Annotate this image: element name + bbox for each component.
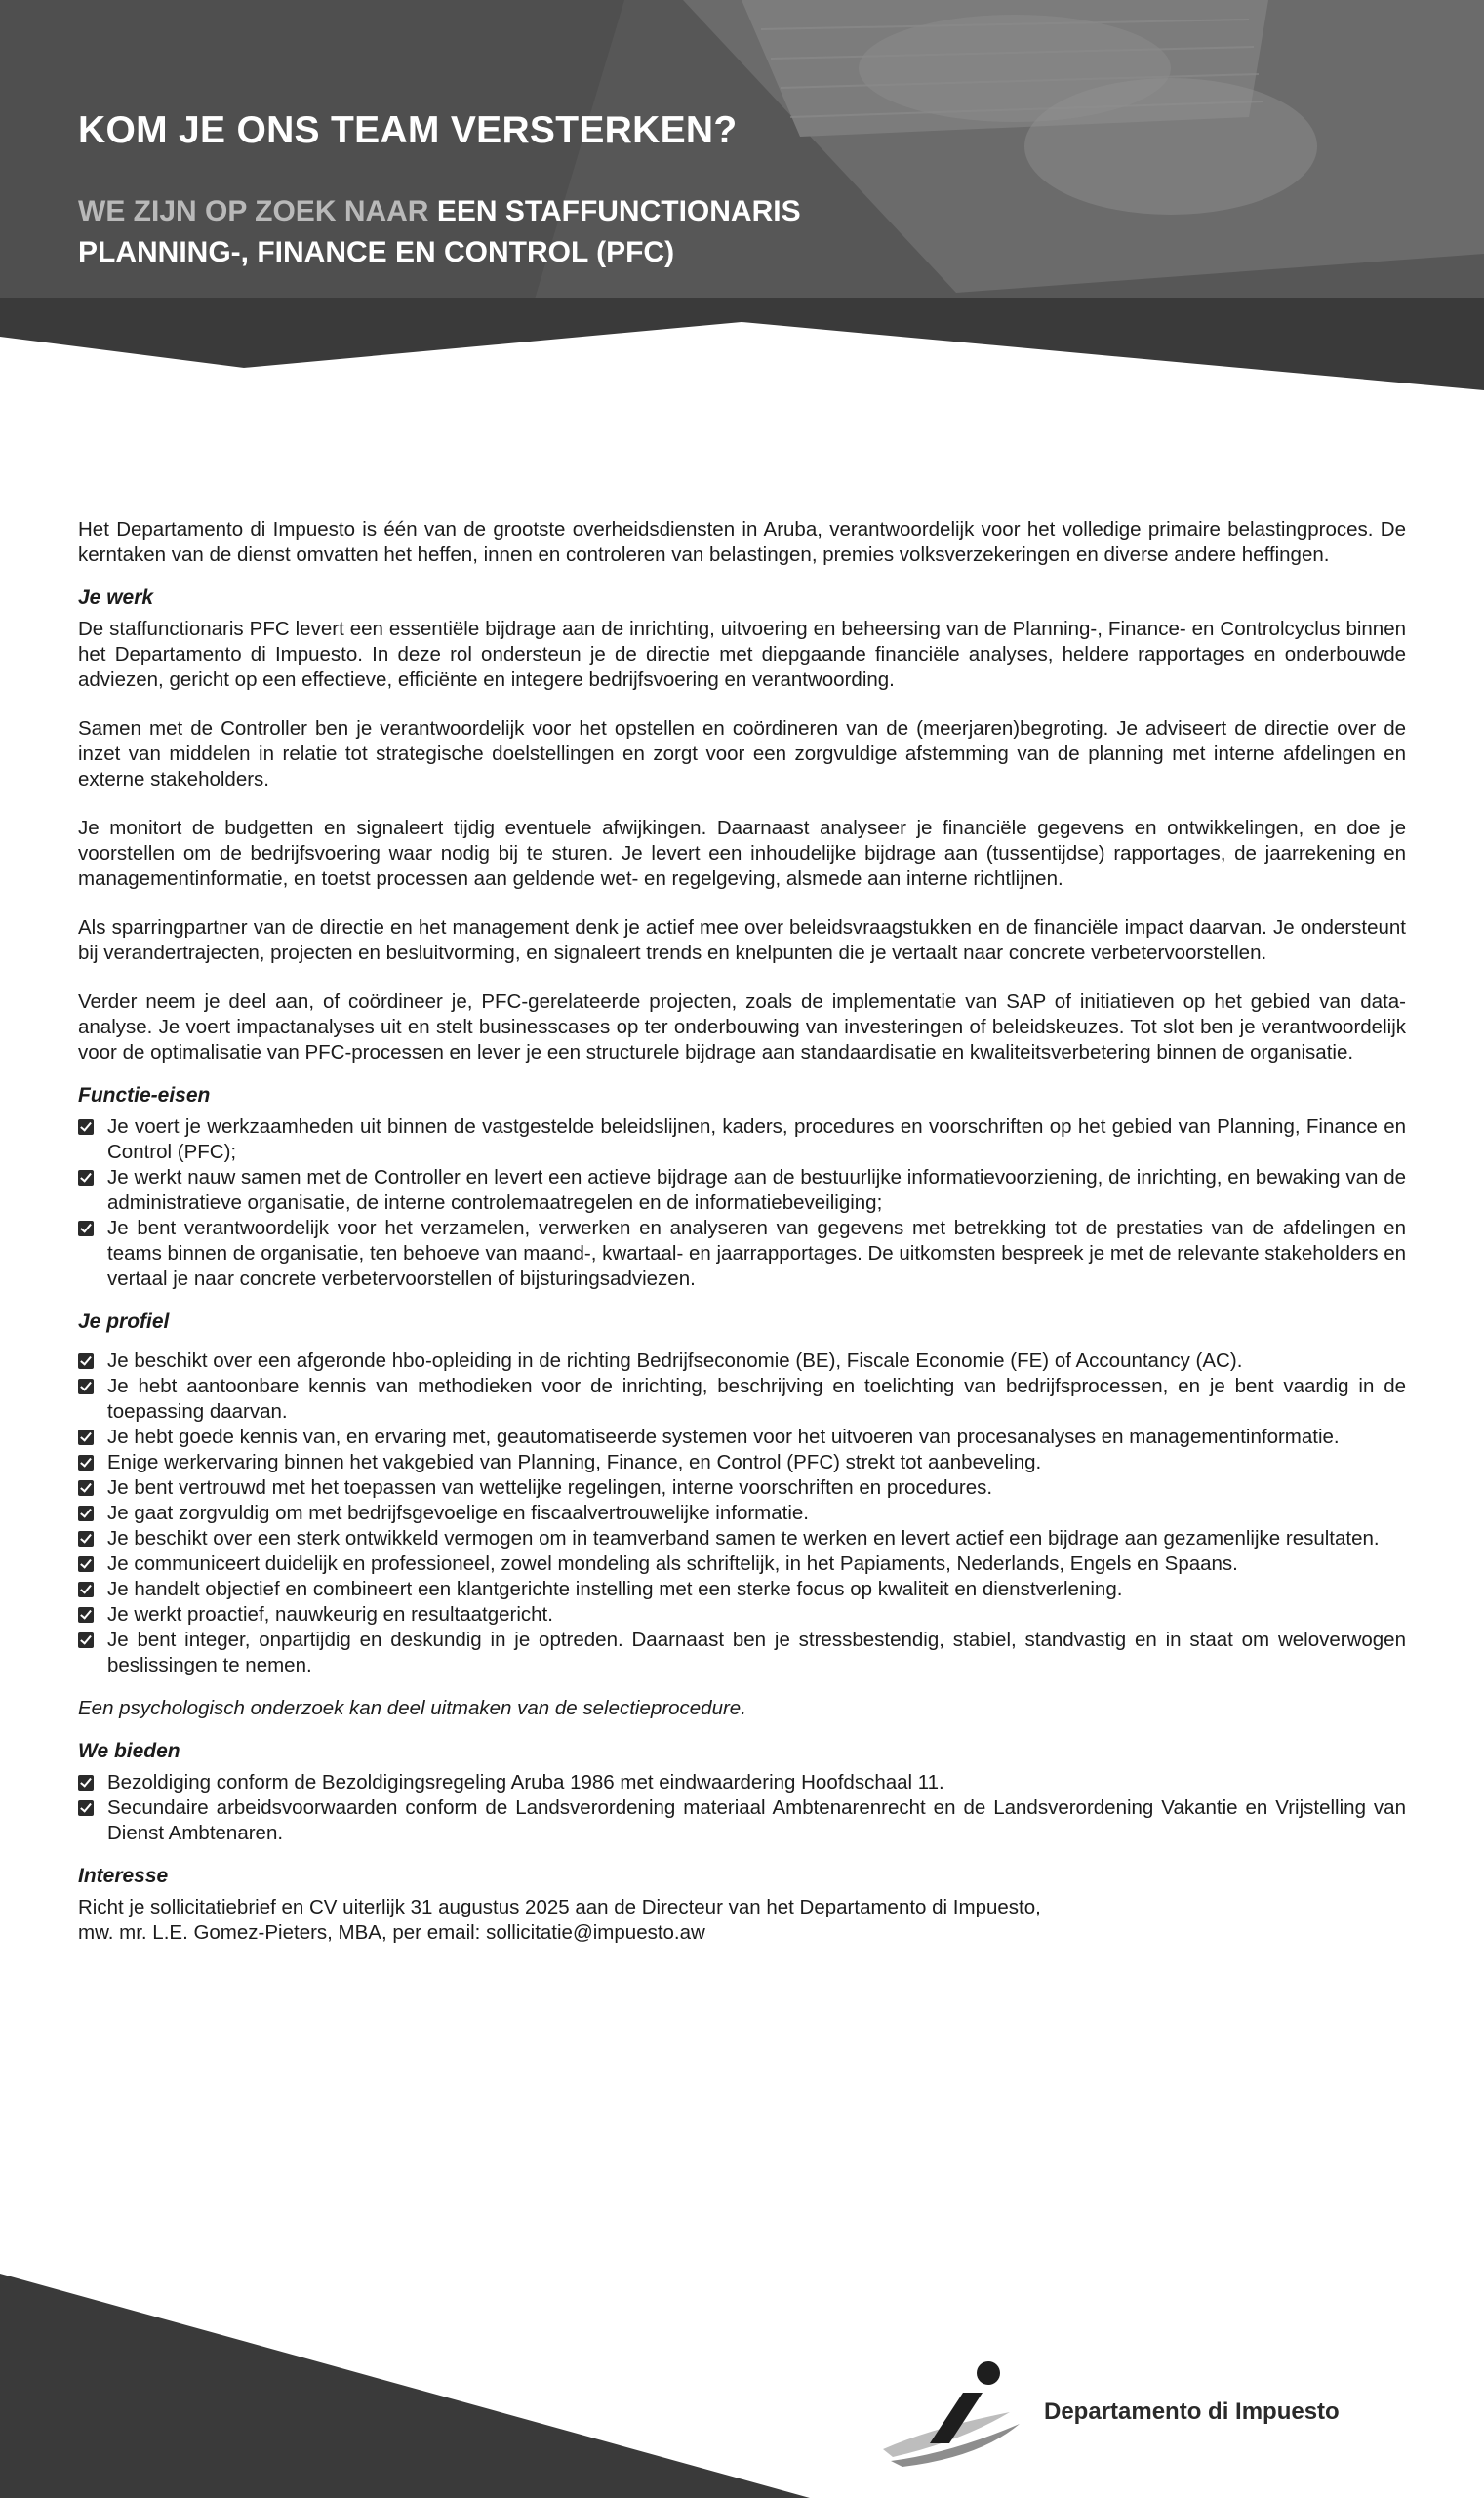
werk-paragraph: Als sparringpartner van de directie en het management denk je actief mee over beleidsvraagstukken en de financiële impact daarvan. Je ondersteunt bij verandertrajecten, projecten en besluitvorming, en signaleert trends en knelpunten die je vertaalt naar concrete verbetervoorstellen. [78, 916, 1406, 964]
department-logo [873, 2359, 1420, 2467]
list-item: Je bent vertrouwd met het toepassen van wettelijke regelingen, interne voorschriften en procedures. [78, 1475, 1406, 1501]
list-item: Je beschikt over een sterk ontwikkeld vermogen om in teamverband samen te werken en levert actief een bijdrage aan gezamenlijke resultaten. [78, 1526, 1406, 1551]
impuesto-logo-icon [873, 2359, 1039, 2467]
section-heading-interesse: Interesse [78, 1865, 169, 1887]
eisen-list [78, 1114, 1406, 1292]
werk-paragraph: Verder neem je deel aan, of coördineer je, PFC-gerelateerde projecten, zoals de implementatie van SAP of initiatieven op het gebied van data-analyse. Je voert impactanalyses uit en stelt businesscases op ter onderbouwing van investeringen of beleidskeuzes. Tot slot ben je verantwoordelijk voor de optimalisatie van PFC-processen en lever je een structurele bijdrage aan standaardisatie en kwaliteitsverbetering binnen de organisatie. [78, 990, 1406, 1064]
checkbox-icon [78, 1455, 94, 1471]
list-item: Je hebt goede kennis van, en ervaring met, geautomatiseerde systemen voor het uitvoeren van procesanalyses en managementinformatie. [78, 1425, 1406, 1450]
checkbox-icon [78, 1632, 94, 1648]
page-title: KOM JE ONS TEAM VERSTERKEN? [78, 109, 738, 151]
psych-test-note: Een psychologisch onderzoek kan deel uitmaken van de selectieprocedure. [78, 1697, 746, 1719]
list-item: Je beschikt over een afgeronde hbo-opleiding in de richting Bedrijfseconomie (BE), Fiscale Economie (FE) of Accountancy (AC). [78, 1349, 1406, 1374]
list-item: Je werkt nauw samen met de Controller en levert een actieve bijdrage aan de bestuurlijke informatievoorziening, de inrichting, en bewaking van de administratieve organisatie, de interne controlemaatregelen en de informatiebeveiliging; [78, 1165, 1406, 1216]
checkbox-icon [78, 1775, 94, 1791]
bieden-list [78, 1770, 1406, 1846]
checkbox-icon [78, 1607, 94, 1623]
section-heading-profiel: Je profiel [78, 1310, 170, 1333]
checkbox-icon [78, 1379, 94, 1394]
list-item: Je gaat zorgvuldig om met bedrijfsgevoelige en fiscaalvertrouwelijke informatie. [78, 1501, 1406, 1526]
checkbox-icon [78, 1119, 94, 1135]
checkbox-icon [78, 1353, 94, 1369]
checkbox-icon [78, 1556, 94, 1572]
interesse-line: Richt je sollicitatiebrief en CV uiterlijk 31 augustus 2025 aan de Directeur van het Departamento di Impuesto, [78, 1896, 1041, 1918]
list-item: Enige werkervaring binnen het vakgebied van Planning, Finance, en Control (PFC) strekt tot aanbeveling. [78, 1450, 1406, 1475]
subtitle-rest: EEN STAFFUNCTIONARIS PLANNING-, FINANCE EN CONTROL (PFC) [78, 195, 801, 268]
checkbox-icon [78, 1170, 94, 1186]
intro-paragraph: Het Departamento di Impuesto is één van de grootste overheidsdiensten in Aruba, verantwoordelijk voor het volledige primaire belastingproces. De kerntaken van de dienst omvatten het heffen, innen en controleren van belastingen, premies volksverzekeringen en diverse andere heffingen. [78, 518, 1406, 566]
list-item: Secundaire arbeidsvoorwaarden conform de Landsverordening materiaal Ambtenarenrecht en de Landsverordening Vakantie en Vrijstelling van Dienst Ambtenaren. [78, 1795, 1406, 1846]
interesse-contact-line: mw. mr. L.E. Gomez-Pieters, MBA, per email: sollicitatie@impuesto.aw [78, 1921, 705, 1944]
profiel-list [78, 1349, 1406, 1678]
checkbox-icon [78, 1430, 94, 1445]
list-item: Je handelt objectief en combineert een klantgerichte instelling met een sterke focus op kwaliteit en dienstverlening. [78, 1577, 1406, 1602]
section-heading-bieden: We bieden [78, 1740, 180, 1762]
list-item: Je communiceert duidelijk en professioneel, zowel mondeling als schriftelijk, in het Papiaments, Nederlands, Engels en Spaans. [78, 1551, 1406, 1577]
header-banner [0, 0, 1484, 390]
list-item: Je voert je werkzaamheden uit binnen de vastgestelde beleidslijnen, kaders, procedures en voorschriften op het gebied van Planning, Finance en Control (PFC); [78, 1114, 1406, 1165]
checkbox-icon [78, 1800, 94, 1816]
checkbox-icon [78, 1480, 94, 1496]
subtitle-lead: WE ZIJN OP ZOEK NAAR [78, 195, 429, 227]
logo-name: Departamento di Impuesto [1044, 2398, 1340, 2425]
header-wedge-shape [0, 298, 1484, 390]
page-subtitle [78, 191, 956, 273]
section-heading-eisen: Functie-eisen [78, 1084, 211, 1107]
checkbox-icon [78, 1531, 94, 1547]
werk-paragraph: Je monitort de budgetten en signaleert tijdig eventuele afwijkingen. Daarnaast analyseer je financiële gegevens en ontwikkelingen, en doe je voorstellen om de bedrijfsvoering waar nodig bij te sturen. Je levert een inhoudelijke bijdrage aan (tussentijdse) rapportages, de jaarrekening en managementinformatie, en toetst processen aan geldende wet- en regelgeving, alsmede aan interne richtlijnen. [78, 817, 1406, 890]
list-item: Je hebt aantoonbare kennis van methodieken voor de inrichting, beschrijving en toelichting van bedrijfsprocessen, en je bent vaardig in de toepassing daarvan. [78, 1374, 1406, 1425]
list-item: Je werkt proactief, nauwkeurig en resultaatgericht. [78, 1602, 1406, 1628]
list-item: Je bent verantwoordelijk voor het verzamelen, verwerken en analyseren van gegevens met betrekking tot de prestaties van de afdelingen en teams binnen de organisatie, ten behoeve van maand-, kwartaal- en jaarrapportages. De uitkomsten bespreek je met de relevante stakeholders en vertaal je naar concrete verbetervoorstellen of bijsturingsadviezen. [78, 1216, 1406, 1292]
checkbox-icon [78, 1221, 94, 1236]
vacancy-body [78, 517, 1406, 1946]
werk-paragraph: Samen met de Controller ben je verantwoordelijk voor het opstellen en coördineren van de (meerjaren)begroting. Je adviseert de directie over de inzet van middelen in relatie tot strategische doelstellingen en zorgt voor een zorgvuldige afstemming van de planning met interne afdelingen en externe stakeholders. [78, 717, 1406, 790]
list-item: Je bent integer, onpartijdig en deskundig in je optreden. Daarnaast ben je stressbestendig, stabiel, standvastig en in staat om weloverwogen beslissingen te nemen. [78, 1628, 1406, 1678]
list-item: Bezoldiging conform de Bezoldigingsregeling Aruba 1986 met eindwaardering Hoofdschaal 11. [78, 1770, 1406, 1795]
werk-paragraph: De staffunctionaris PFC levert een essentiële bijdrage aan de inrichting, uitvoering en beheersing van de Planning-, Finance- en Controlcyclus binnen het Departamento di Impuesto. In deze rol ondersteun je de directie met diepgaande financiële analyses, heldere rapportages en onderbouwde adviezen, gericht op een effectieve, efficiënte en integere bedrijfsvoering en verantwoording. [78, 618, 1406, 691]
section-heading-werk: Je werk [78, 586, 154, 609]
checkbox-icon [78, 1506, 94, 1521]
checkbox-icon [78, 1582, 94, 1597]
